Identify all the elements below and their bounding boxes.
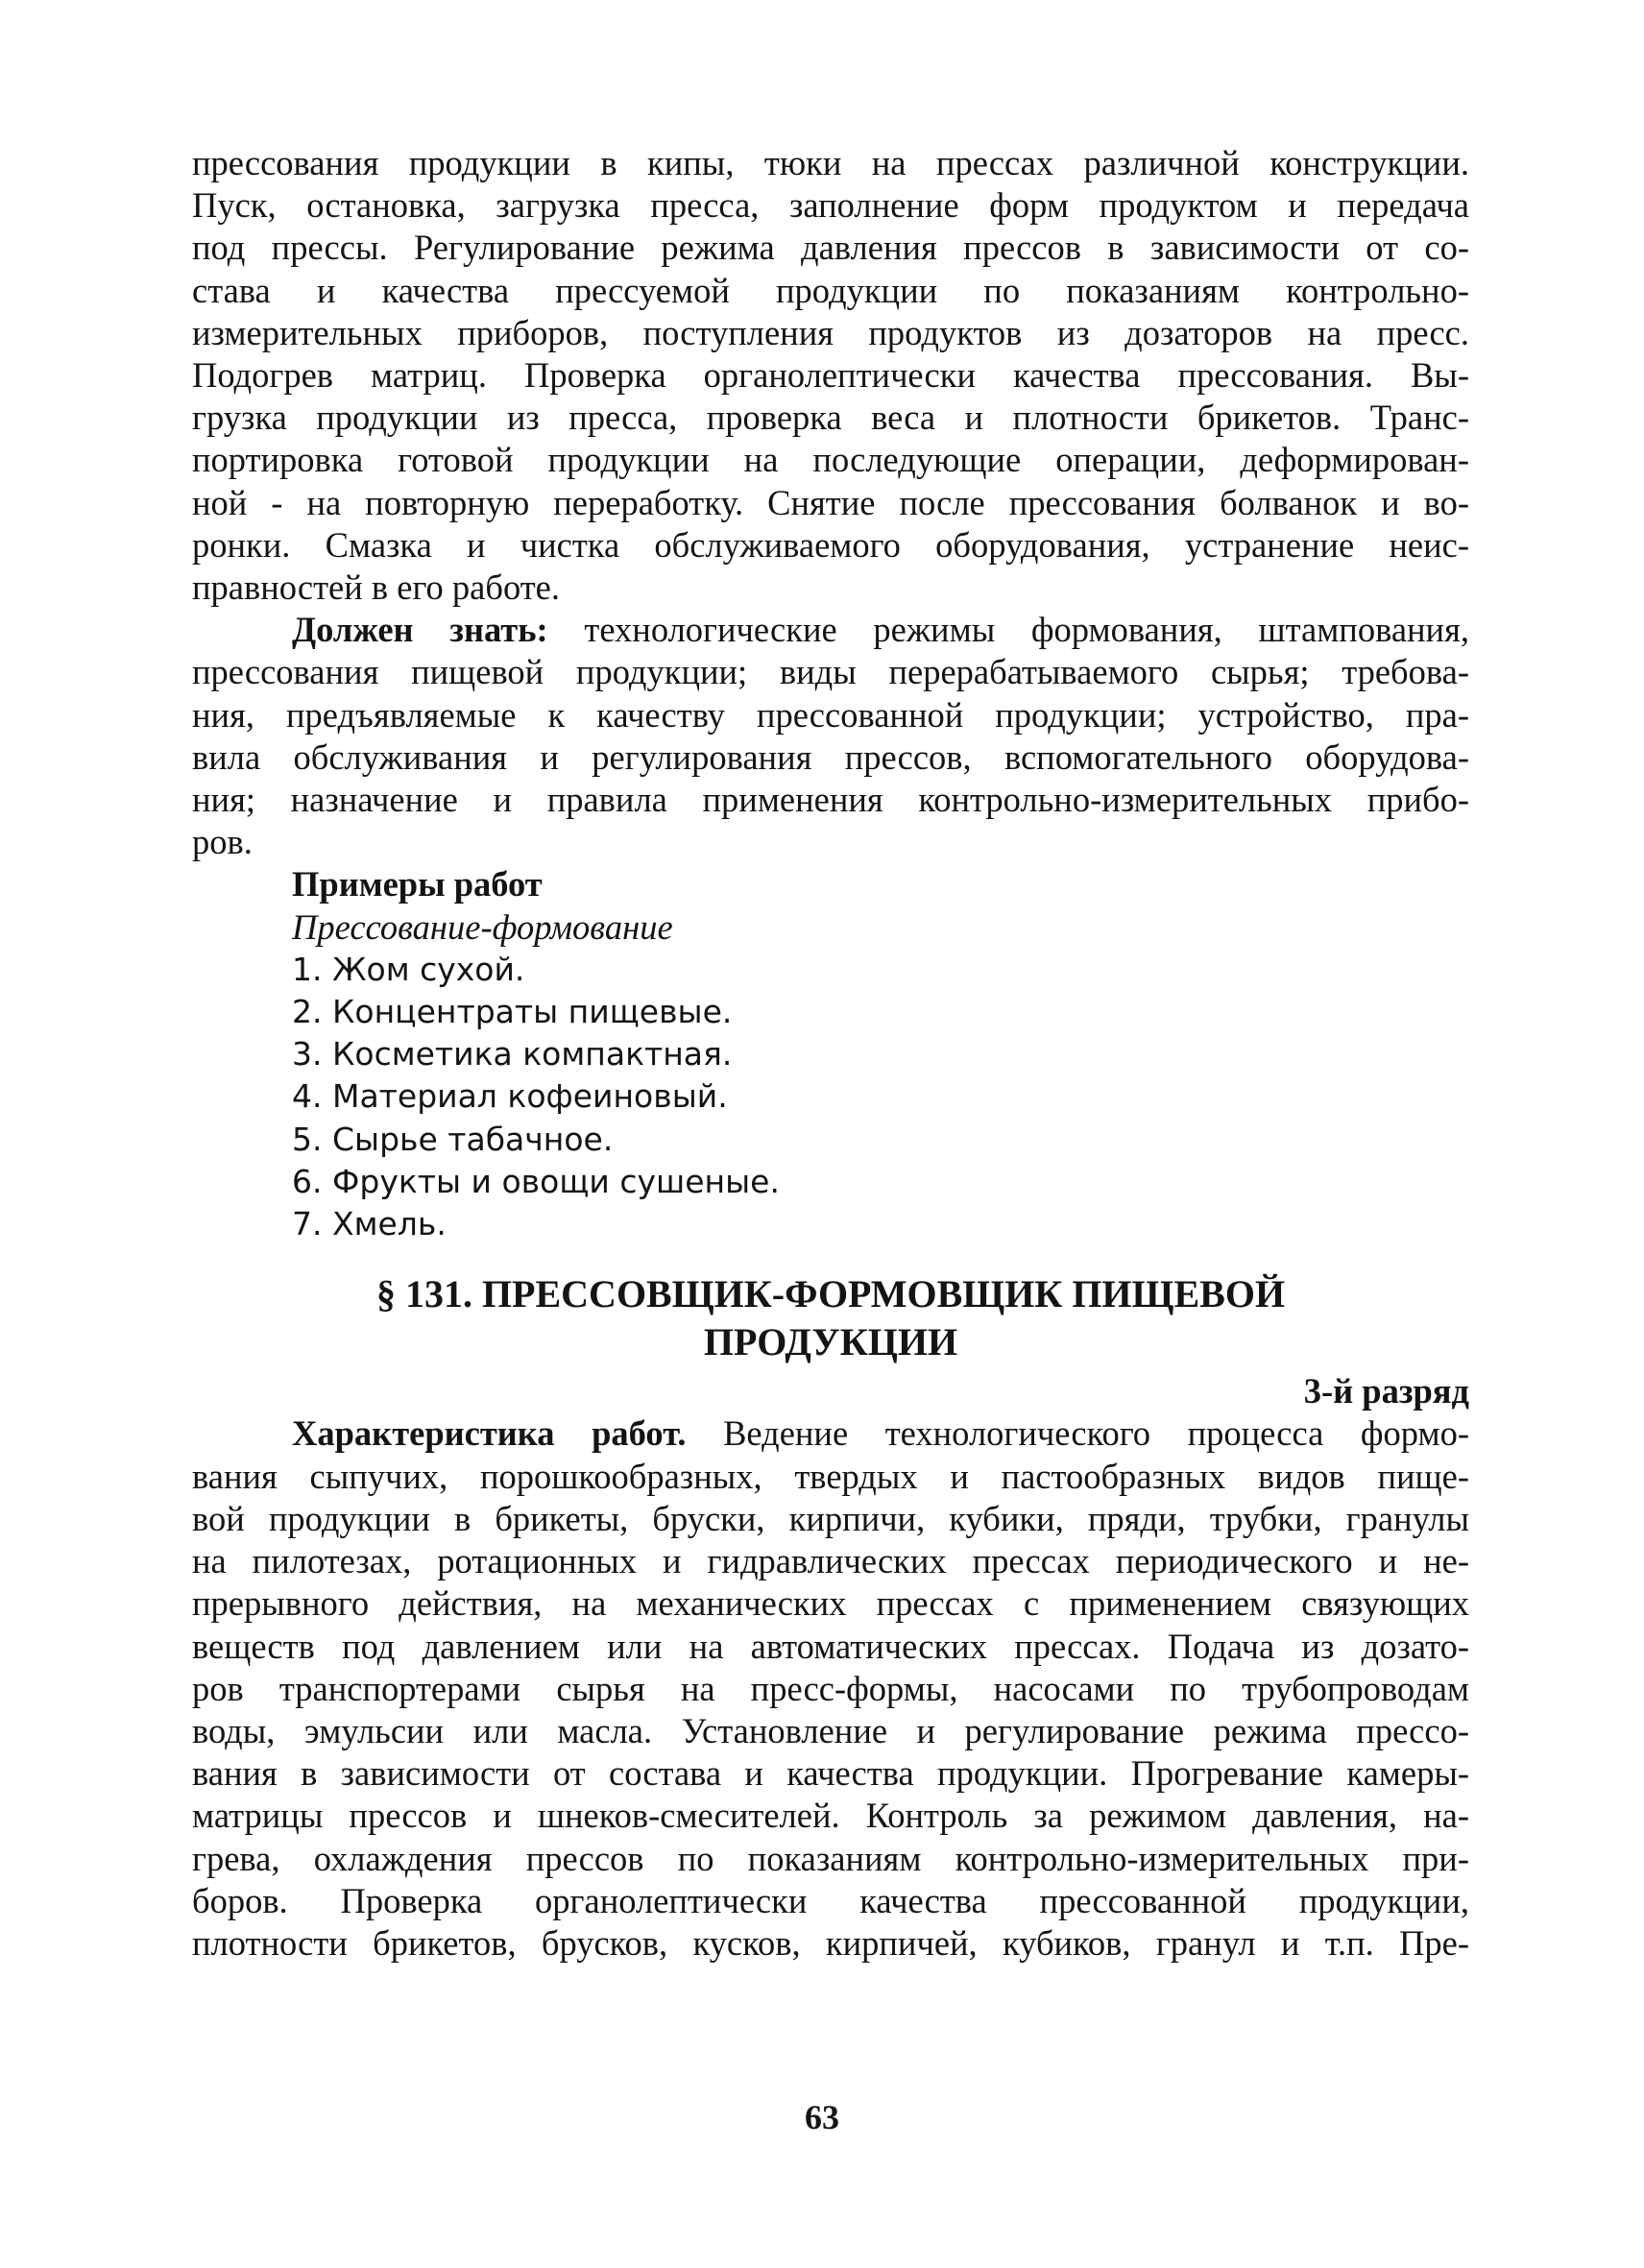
work-examples <box>192 863 1469 1245</box>
grade-label: 3-й разряд <box>1303 1371 1469 1411</box>
must-know-first-line-text: технологические режимы формования, штампования, <box>547 610 1470 650</box>
text-line: ров. <box>192 822 253 862</box>
paragraph-must-know <box>192 609 1469 863</box>
must-know-first-line <box>192 609 1469 651</box>
text-line: Пуск, остановка, загрузка пресса, заполнение форм продуктом и передача <box>192 185 1469 226</box>
page-content <box>192 142 1469 1965</box>
example-item: 4. Материал кофеиновый. <box>292 1077 728 1116</box>
must-know-lead: Должен знать: <box>292 610 548 650</box>
characteristics-lead: Характеристика работ. <box>292 1413 687 1454</box>
text-line: ров транспортерами сырья на пресс-формы, насосами по трубопроводам <box>192 1668 1469 1708</box>
text-line: ния, предъявляемые к качеству прессованной продукции; устройство, пра- <box>192 694 1469 735</box>
text-line: вания сыпучих, порошкообразных, твердых и пастообразных видов пище- <box>192 1456 1469 1496</box>
section-title-line-2: ПРОДУКЦИИ <box>703 1320 958 1364</box>
text-line: правностей в его работе. <box>192 567 560 608</box>
text-line: измерительных приборов, поступления продуктов из дозаторов на пресс. <box>192 312 1469 352</box>
text-line: прерывного действия, на механических прессах с применением связующих <box>192 1583 1469 1624</box>
text-line: грева, охлаждения прессов по показаниям контрольно-измерительных при- <box>192 1838 1469 1878</box>
text-line: прессования продукции в кипы, тюки на прессах различной конструкции. <box>192 143 1469 182</box>
text-line: под прессы. Регулирование режима давления прессов в зависимости от со- <box>192 228 1469 268</box>
example-item: 6. Фрукты и овощи сушеные. <box>292 1162 780 1200</box>
characteristics-first-line-text: Ведение технологического процесса формо- <box>686 1413 1469 1454</box>
text-line: става и качества прессуемой продукции по показаниям контрольно- <box>192 270 1469 310</box>
examples-list <box>292 949 1469 1245</box>
paragraph-operations-continued <box>192 142 1469 609</box>
text-line: ронки. Смазка и чистка обслуживаемого оборудования, устранение неис- <box>192 524 1469 565</box>
text-line: воды, эмульсии или масла. Установление и регулирование режима прессо- <box>192 1710 1469 1750</box>
text-line: портировка готовой продукции на последующие операции, деформирован- <box>192 440 1469 480</box>
example-item: 2. Концентраты пищевые. <box>292 993 733 1031</box>
section-title <box>192 1270 1469 1366</box>
text-line: ной - на повторную переработку. Снятие после прессования болванок и во- <box>192 482 1469 522</box>
section-title-line-1: § 131. ПРЕССОВЩИК-ФОРМОВЩИК ПИЩЕВОЙ <box>375 1272 1286 1316</box>
examples-subheading: Прессование-формование <box>292 906 673 947</box>
text-line: вания в зависимости от состава и качества продукции. Прогревание камеры- <box>192 1753 1469 1794</box>
page-number: 63 <box>805 2098 839 2136</box>
text-line: вила обслуживания и регулирования прессов, вспомогательного оборудова- <box>192 736 1469 777</box>
text-line: плотности брикетов, брусков, кусков, кирпичей, кубиков, гранул и т.п. Пре- <box>192 1922 1469 1963</box>
text-line: вой продукции в брикеты, бруски, кирпичи, кубики, пряди, трубки, гранулы <box>192 1498 1469 1538</box>
examples-heading: Примеры работ <box>292 864 543 905</box>
text-line: веществ под давлением или на автоматических прессах. Подача из дозато- <box>192 1626 1469 1666</box>
example-item: 7. Хмель. <box>292 1205 447 1243</box>
example-item: 1. Жом сухой. <box>292 950 525 988</box>
text-line: ния; назначение и правила применения контрольно-измерительных прибо- <box>192 780 1469 820</box>
text-line: матрицы прессов и шнеков-смесителей. Контроль за режимом давления, на- <box>192 1796 1469 1836</box>
text-line: грузка продукции из пресса, проверка веса и плотности брикетов. Транс- <box>192 398 1469 438</box>
example-item: 5. Сырье табачное. <box>292 1120 614 1158</box>
characteristics-first-line <box>192 1412 1469 1455</box>
example-item: 3. Косметика компактная. <box>292 1035 733 1074</box>
text-line: Подогрев матриц. Проверка органолептически качества прессования. Вы- <box>192 355 1469 396</box>
text-line: на пилотезах, ротационных и гидравлических прессах периодического и не- <box>192 1541 1469 1581</box>
paragraph-work-characteristics <box>192 1412 1469 1965</box>
text-line: прессования пищевой продукции; виды перерабатываемого сырья; требова- <box>192 652 1469 692</box>
text-line: боров. Проверка органолептически качества прессованной продукции, <box>192 1880 1469 1920</box>
